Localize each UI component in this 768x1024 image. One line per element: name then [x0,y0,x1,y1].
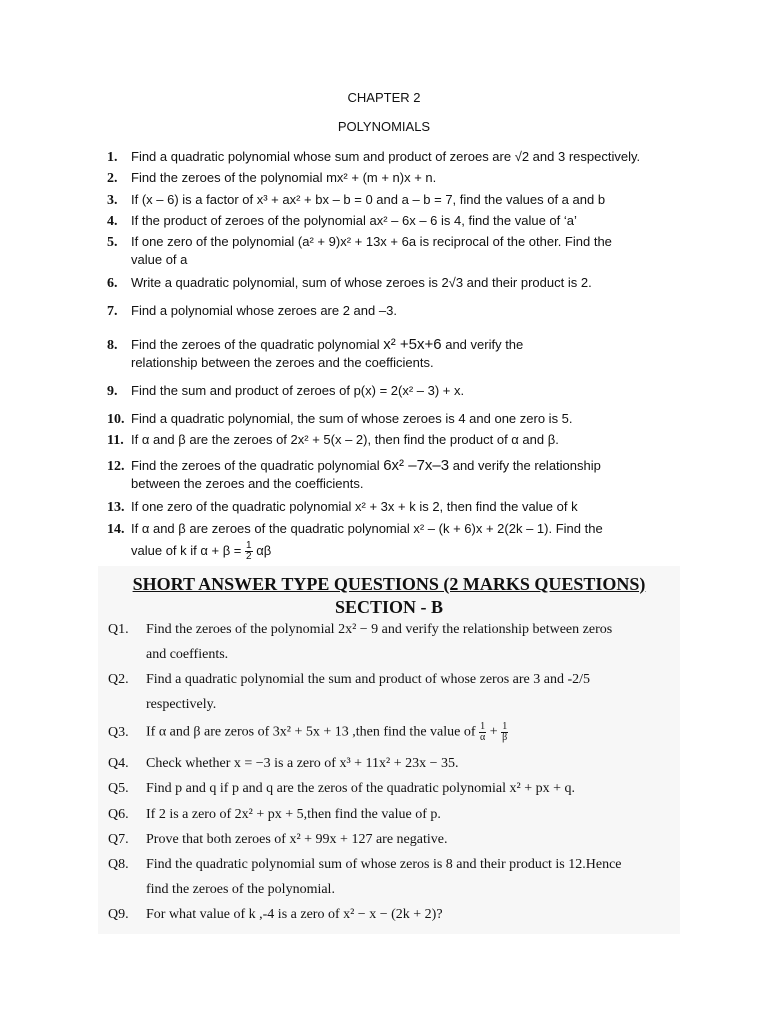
subject-heading: POLYNOMIALS [337,119,431,134]
question-5: 5. If one zero of the polynomial (a² + 9)x² + 13x + 6a is reciprocal of the other. Find the value of a [107,234,612,267]
question-7: 7. Find a polynomial whose zeroes are 2 and –3. [107,303,397,319]
question-13: 13. If one zero of the quadratic polynomial x² + 3x + k is 2, then find the value of k [107,499,578,515]
question-12: 12. Find the zeroes of the quadratic polynomial 6x² –7x–3 and verify the relationship between the zeroes and the coefficients. [107,457,601,491]
question-9: 9. Find the sum and product of zeroes of p(x) = 2(x² – 3) + x. [107,383,465,399]
short-question-4: Q4. Check whether x = −3 is a zero of x³ + 11x² + 23x − 35. [108,756,459,771]
question-6: 6. Write a quadratic polynomial, sum of whose zeroes is 2√3 and their product is 2. [107,275,592,291]
chapter-heading: CHAPTER 2 [347,90,421,105]
short-question-7: Q7. Prove that both zeroes of x² + 99x + 127 are negative. [108,832,448,847]
fraction-one-over-alpha: $\frac{1}{\alpha}$ [480,721,486,743]
question-14: 14. If α and β are zeroes of the quadratic polynomial x² – (k + 6)x + 2(2k – 1). Find the value of k if α + β = $\frac{1}{2}$ αβ [107,521,603,562]
short-question-8: Q8. Find the quadratic polynomial sum of whose zeros is 8 and their product is 12.Hence find the zeroes of the polynomial. [108,857,622,897]
question-2: 2. Find the zeroes of the polynomial mx² + (m + n)x + n. [107,170,437,186]
short-answer-title: SHORT ANSWER TYPE QUESTIONS (2 MARKS QUESTIONS) [132,574,646,594]
question-4: 4. If the product of zeroes of the polynomial ax² – 6x – 6 is 4, find the value of ‘a’ [107,213,577,229]
short-question-9: Q9. For what value of k ,-4 is a zero of x² − x − (2k + 2)? [108,907,443,922]
short-question-2: Q2. Find a quadratic polynomial the sum and product of whose zeros are 3 and -2/5 respectively. [108,672,590,712]
fraction-one-half: $\frac{1}{2}$ [246,540,252,562]
question-3: 3. If (x – 6) is a factor of x³ + ax² + bx – b = 0 and a – b = 7, find the values of a and b [107,192,606,208]
short-question-1: Q1. Find the zeroes of the polynomial 2x² − 9 and verify the relationship between zeros and coeffients. [108,622,613,662]
section-heading: SECTION - B [334,597,444,617]
fraction-one-over-beta: $\frac{1}{\beta}$ [502,721,508,743]
question-1: 1. Find a quadratic polynomial whose sum and product of zeroes are √2 and 3 respectively. [107,149,641,165]
short-question-6: Q6. If 2 is a zero of 2x² + px + 5,then find the value of p. [108,807,441,822]
question-10: 10. Find a quadratic polynomial, the sum of whose zeroes is 4 and one zero is 5. [107,411,573,427]
question-8: 8. Find the zeroes of the quadratic polynomial x² +5x+6 and verify the relationship between the zeroes and the coefficients. [107,336,524,370]
short-question-3: Q3. If α and β are zeros of 3x² + 5x + 13 ,then find the value of $\frac{1}{\alpha}$ + $\frac{1}{\beta}$ [108,721,508,743]
short-question-5: Q5. Find p and q if p and q are the zeros of the quadratic polynomial x² + px + q. [108,781,575,796]
question-11: 11. If α and β are the zeroes of 2x² + 5(x – 2), then find the product of α and β. [107,432,559,448]
